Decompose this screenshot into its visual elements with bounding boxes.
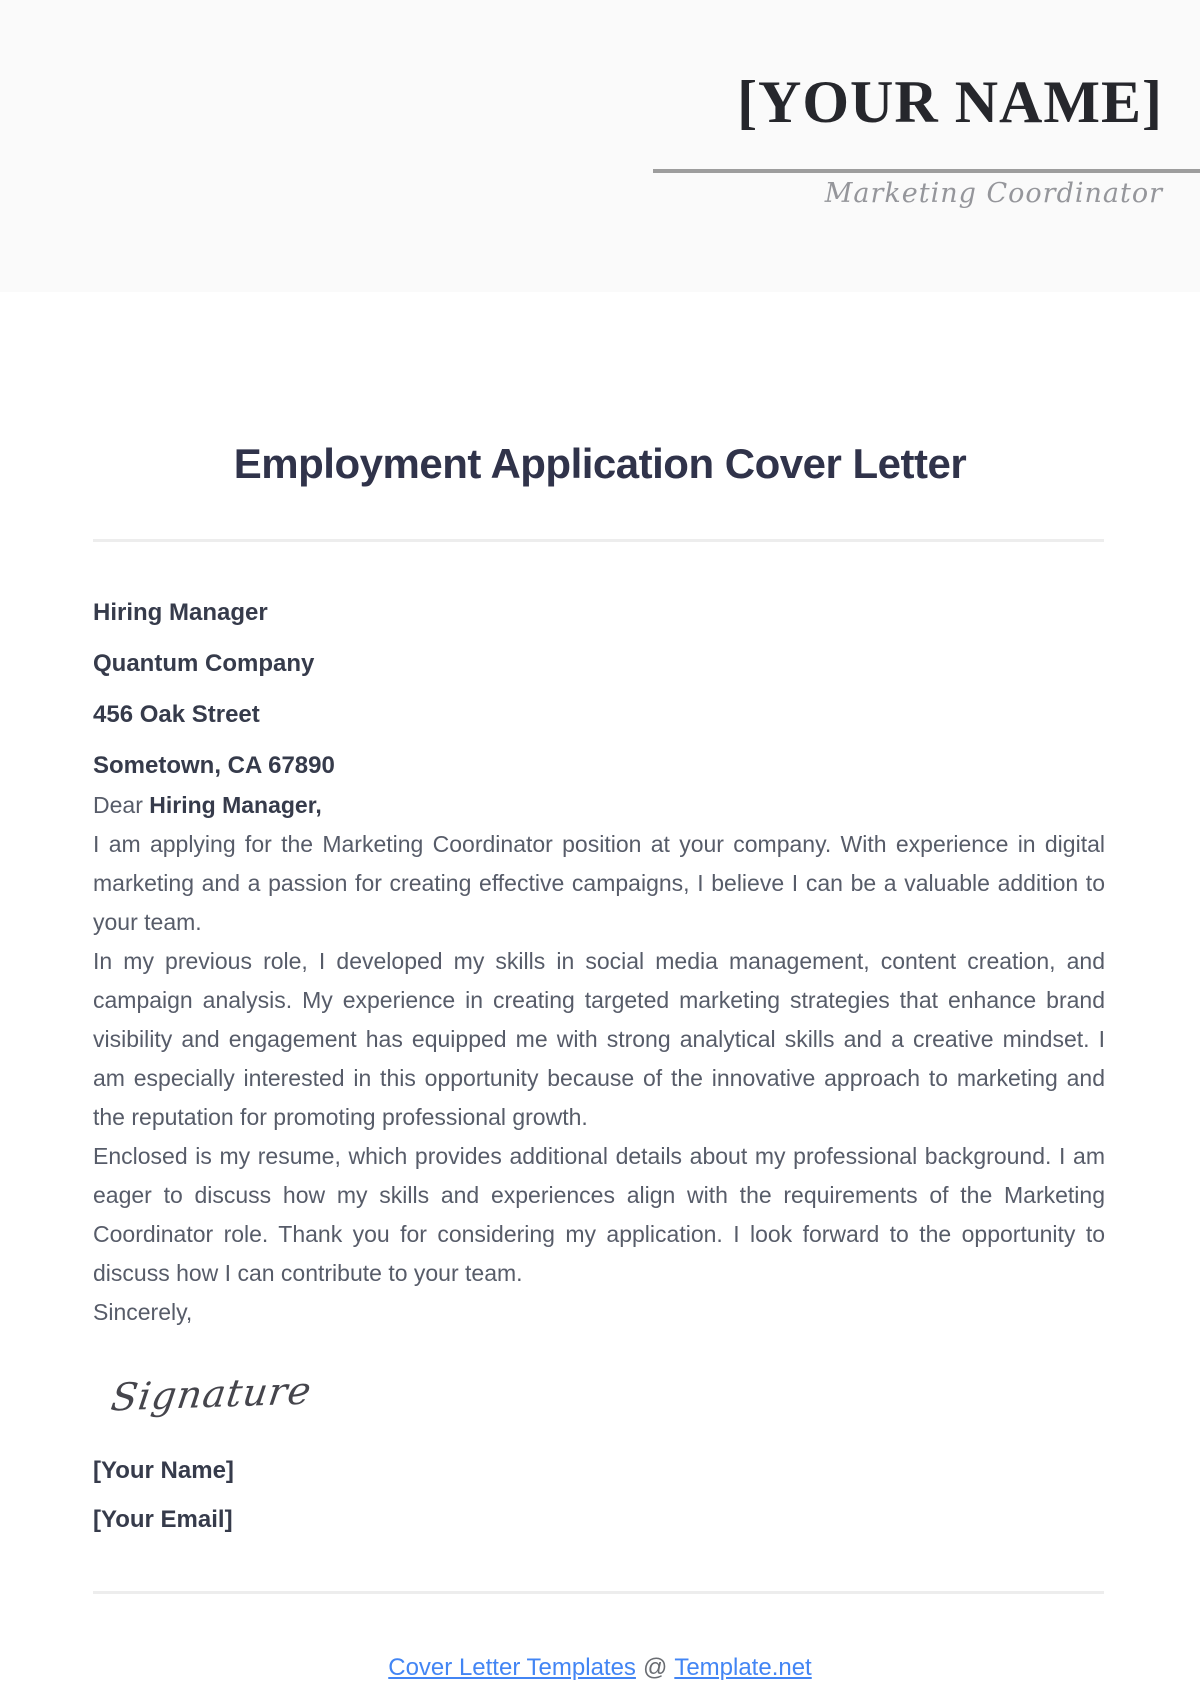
salutation xyxy=(93,786,1105,825)
recipient-block xyxy=(93,601,335,805)
applicant-name-heading: [YOUR NAME] xyxy=(737,69,1163,135)
title-divider xyxy=(93,539,1104,542)
closing-line: Sincerely, xyxy=(93,1299,193,1325)
body-paragraph: I am applying for the Marketing Coordinator position at your company. With experience in digital marketing and a passion for creating effective campaigns, I believe I can be a valuable addition to your team. xyxy=(93,831,1105,935)
footer-divider xyxy=(93,1591,1104,1594)
sender-name: [Your Name] xyxy=(93,1457,234,1484)
recipient-name: Hiring Manager xyxy=(93,599,268,626)
salutation-name: Hiring Manager, xyxy=(149,792,322,818)
recipient-city: Sometown, CA 67890 xyxy=(93,752,335,779)
sender-email: [Your Email] xyxy=(93,1506,233,1533)
salutation-prefix: Dear xyxy=(93,792,143,818)
recipient-street: 456 Oak Street xyxy=(93,701,260,728)
body-paragraph: Enclosed is my resume, which provides additional details about my professional background. I am eager to discuss how my skills and experiences align with the requirements of the Marketing Coordinator role. Thank you for considering my application. I look forward to the opportunity to discuss how I can contribute to your team. xyxy=(93,1143,1105,1286)
header-band xyxy=(0,0,1200,292)
signature-script: Signature xyxy=(108,1368,315,1420)
header-rule xyxy=(653,169,1200,173)
footer xyxy=(0,1654,1200,1682)
page-title: Employment Application Cover Letter xyxy=(233,440,967,487)
letter-body xyxy=(93,786,1105,1332)
template-net-link[interactable]: Template.net xyxy=(674,1654,812,1681)
recipient-company: Quantum Company xyxy=(93,650,315,677)
body-paragraph: In my previous role, I developed my skills in social media management, content creation, and campaign analysis. My experience in creating targeted marketing strategies that enhance brand visibility and engagement has equipped me with strong analytical skills and a creative mindset. I am especially interested in this opportunity because of the innovative approach to marketing and the reputation for promoting professional growth. xyxy=(93,948,1105,1130)
cover-letter-templates-link[interactable]: Cover Letter Templates xyxy=(388,1654,636,1681)
footer-separator: @ xyxy=(642,1654,668,1681)
applicant-role-subheading: Marketing Coordinator xyxy=(824,178,1163,209)
